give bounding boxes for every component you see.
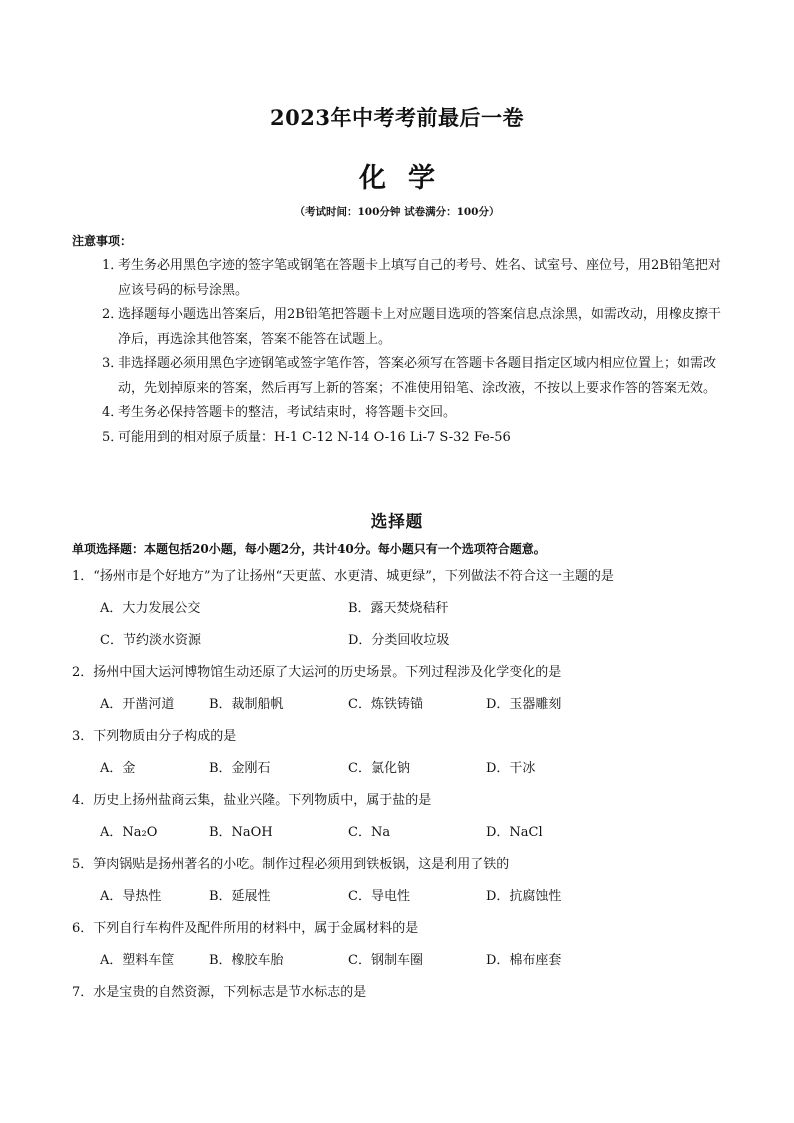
option-a: A．导热性 <box>100 889 162 904</box>
option-b: B．金刚石 <box>209 761 271 776</box>
exam-info: （考试时间：100分钟 试卷满分：100分） <box>294 206 500 218</box>
question-1 <box>72 566 732 662</box>
question-5 <box>72 854 732 918</box>
question-stem: 6．下列自行车构件及配件所用的材料中，属于金属材料的是 <box>72 921 419 936</box>
notice-number: 3． <box>102 356 124 371</box>
notice-number: 1． <box>102 258 124 273</box>
question-7 <box>72 982 732 1014</box>
option-c: C．导电性 <box>348 889 410 904</box>
option-row <box>72 950 732 982</box>
notice-item <box>102 352 732 401</box>
option-b: B．延展性 <box>209 889 271 904</box>
question-2 <box>72 662 732 726</box>
option-d: D．干冰 <box>486 761 536 776</box>
notice-number: 2． <box>102 307 124 322</box>
notice-item <box>102 254 732 303</box>
question-stem: 5．笋肉锅贴是扬州著名的小吃。制作过程必须用到铁板锅，这是利用了铁的 <box>72 857 510 872</box>
question-4 <box>72 790 732 854</box>
option-c: C．Na <box>348 825 391 840</box>
option-d: D．抗腐蚀性 <box>486 889 562 904</box>
option-a: A．Na₂O <box>100 825 158 840</box>
notice-text: 可能用到的相对原子质量：H-1 C-12 N-14 O-16 Li-7 S-32 Fe-56 <box>118 429 511 445</box>
option-d: D．棉布座套 <box>486 953 562 968</box>
notice-text: 非选择题必须用黑色字迹钢笔或签字笔作答，答案必须写在答题卡各题目指定区域内相应位置上；如需改动，先划掉原来的答案，然后再写上新的答案；不准使用铅笔、涂改液，不按以上要求作答的答案无效。 <box>118 356 717 396</box>
option-b: B．橡胶车胎 <box>209 953 284 968</box>
option-b: B．露天焚烧秸秆 <box>348 601 449 616</box>
option-a: A．开凿河道 <box>100 697 175 712</box>
question-3 <box>72 726 732 790</box>
notice-list <box>102 254 732 450</box>
question-stem: 2．扬州中国大运河博物馆生动还原了大运河的历史场景。下列过程涉及化学变化的是 <box>72 665 562 680</box>
option-b: B．裁制船帆 <box>209 697 284 712</box>
exam-title: 2023年中考考前最后一卷 <box>270 105 524 130</box>
question-stem: 7．水是宝贵的自然资源，下列标志是节水标志的是 <box>72 985 367 1000</box>
option-a: A．金 <box>100 761 136 776</box>
notice-item <box>102 401 732 426</box>
notice-text: 考生务必保持答题卡的整洁，考试结束时，将答题卡交回。 <box>118 405 457 420</box>
notice-number: 4． <box>102 405 124 420</box>
option-row <box>72 886 732 918</box>
option-row <box>72 630 732 662</box>
notice-text: 选择题每小题选出答案后，用2B铅笔把答题卡上对应题目选项的答案信息点涂黑，如需改动，用橡皮擦干净后，再选涂其他答案，答案不能答在试题上。 <box>118 307 721 347</box>
option-a: A．大力发展公交 <box>100 601 201 616</box>
option-d: D．NaCl <box>486 825 543 840</box>
section-heading: 选择题 <box>370 512 424 531</box>
option-row <box>72 758 732 790</box>
section-instruction: 单项选择题：本题包括20小题，每小题2分，共计40分。每小题只有一个选项符合题意。 <box>72 542 546 556</box>
option-c: C．节约淡水资源 <box>100 633 201 648</box>
option-c: C．氯化钠 <box>348 761 410 776</box>
subject-title: 化学 <box>359 163 457 194</box>
option-row <box>72 694 732 726</box>
notice-text: 考生务必用黑色字迹的签字笔或钢笔在答题卡上填写自己的考号、姓名、试室号、座位号，用2B铅笔把对应该号码的标号涂黑。 <box>118 258 721 298</box>
question-6 <box>72 918 732 982</box>
notice-number: 5． <box>102 429 124 445</box>
notice-heading: 注意事项： <box>72 234 133 248</box>
option-row <box>72 822 732 854</box>
option-d: D．玉器雕刻 <box>486 697 562 712</box>
option-row <box>72 598 732 630</box>
option-c: C．炼铁铸锚 <box>348 697 423 712</box>
option-d: D．分类回收垃圾 <box>348 633 450 648</box>
notice-item <box>102 303 732 352</box>
option-b: B．NaOH <box>209 825 273 840</box>
question-stem: 1．“扬州市是个好地方”为了让扬州“天更蓝、水更清、城更绿”，下列做法不符合这一主题的是 <box>72 569 614 584</box>
question-stem: 4．历史上扬州盐商云集，盐业兴隆。下列物质中，属于盐的是 <box>72 793 432 808</box>
question-list <box>72 566 732 1014</box>
question-stem: 3．下列物质由分子构成的是 <box>72 729 237 744</box>
option-a: A．塑料车筐 <box>100 953 175 968</box>
notice-item <box>102 426 732 451</box>
option-c: C．钢制车圈 <box>348 953 423 968</box>
